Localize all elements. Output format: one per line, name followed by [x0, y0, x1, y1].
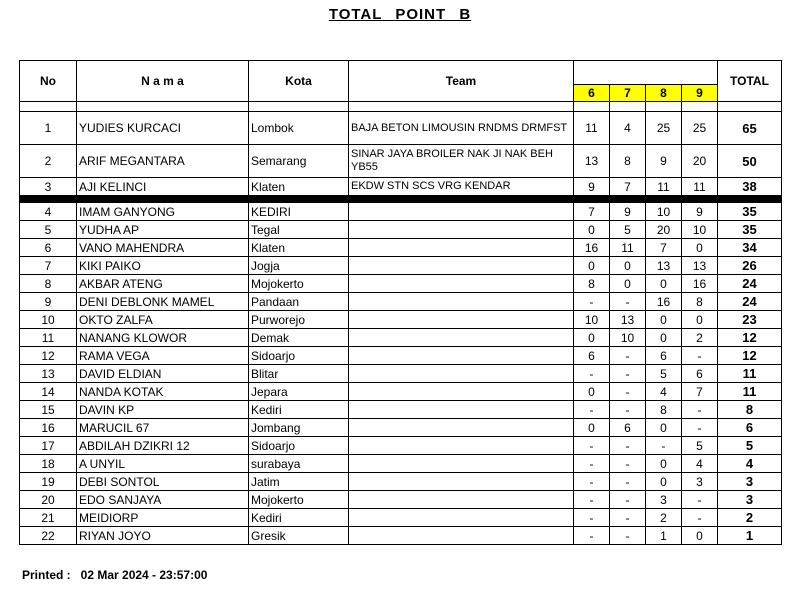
row-team: [349, 437, 574, 455]
row-total: 8: [718, 401, 782, 419]
row-point-7: -: [610, 527, 646, 545]
row-team: [349, 473, 574, 491]
row-point-8: -: [646, 437, 682, 455]
row-nama: IMAM GANYONG: [77, 203, 249, 221]
printed-label: Printed :: [22, 568, 71, 582]
row-no: 21: [20, 509, 77, 527]
row-point-6: -: [574, 491, 610, 509]
row-point-6: -: [574, 527, 610, 545]
row-point-8: 7: [646, 239, 682, 257]
row-point-9: 5: [682, 437, 718, 455]
row-point-8: 25: [646, 112, 682, 145]
row-point-9: 8: [682, 293, 718, 311]
row-point-6: 0: [574, 221, 610, 239]
header-week-7: 7: [610, 85, 646, 102]
row-team: SINAR JAYA BROILER NAK JI NAK BEH YB55: [349, 145, 574, 178]
row-no: 20: [20, 491, 77, 509]
row-point-9: 4: [682, 455, 718, 473]
row-nama: NANANG KLOWOR: [77, 329, 249, 347]
row-team: [349, 347, 574, 365]
row-point-6: 9: [574, 178, 610, 196]
row-total: 24: [718, 275, 782, 293]
row-team: [349, 203, 574, 221]
row-nama: NANDA KOTAK: [77, 383, 249, 401]
row-kota: Tegal: [249, 221, 349, 239]
table-row: [20, 437, 782, 455]
table-row: [20, 383, 782, 401]
row-nama: DAVIN KP: [77, 401, 249, 419]
row-point-8: 1: [646, 527, 682, 545]
row-point-8: 0: [646, 473, 682, 491]
header-week-8: 8: [646, 85, 682, 102]
row-point-9: 16: [682, 275, 718, 293]
row-total: 12: [718, 329, 782, 347]
row-kota: Demak: [249, 329, 349, 347]
row-kota: Gresik: [249, 527, 349, 545]
row-total: 24: [718, 293, 782, 311]
row-nama: AKBAR ATENG: [77, 275, 249, 293]
row-point-6: 7: [574, 203, 610, 221]
row-point-9: 13: [682, 257, 718, 275]
row-point-8: 20: [646, 221, 682, 239]
row-team: [349, 419, 574, 437]
row-point-7: 0: [610, 257, 646, 275]
row-nama: ARIF MEGANTARA: [77, 145, 249, 178]
row-point-7: -: [610, 383, 646, 401]
row-point-6: -: [574, 473, 610, 491]
row-point-8: 13: [646, 257, 682, 275]
row-no: 1: [20, 112, 77, 145]
row-kota: Jogja: [249, 257, 349, 275]
row-no: 15: [20, 401, 77, 419]
row-no: 12: [20, 347, 77, 365]
row-point-8: 11: [646, 178, 682, 196]
row-point-7: 5: [610, 221, 646, 239]
row-point-8: 16: [646, 293, 682, 311]
table-row: [20, 347, 782, 365]
row-point-6: 10: [574, 311, 610, 329]
row-point-8: 0: [646, 455, 682, 473]
row-total: 11: [718, 383, 782, 401]
row-point-7: -: [610, 347, 646, 365]
row-team: [349, 527, 574, 545]
row-point-9: -: [682, 491, 718, 509]
top-rows: [20, 112, 782, 196]
row-point-7: -: [610, 491, 646, 509]
row-total: 38: [718, 178, 782, 196]
main-rows: [20, 203, 782, 545]
table-row: [20, 311, 782, 329]
row-nama: DAVID ELDIAN: [77, 365, 249, 383]
row-point-6: -: [574, 401, 610, 419]
row-total: 6: [718, 419, 782, 437]
row-nama: ABDILAH DZIKRI 12: [77, 437, 249, 455]
row-no: 6: [20, 239, 77, 257]
row-point-8: 9: [646, 145, 682, 178]
row-point-8: 0: [646, 419, 682, 437]
row-no: 10: [20, 311, 77, 329]
row-kota: Semarang: [249, 145, 349, 178]
row-team: BAJA BETON LIMOUSIN RNDMS DRMFST: [349, 112, 574, 145]
row-kota: Sidoarjo: [249, 347, 349, 365]
row-total: 35: [718, 221, 782, 239]
row-nama: YUDHA AP: [77, 221, 249, 239]
table-row: [20, 455, 782, 473]
row-no: 9: [20, 293, 77, 311]
row-point-7: -: [610, 509, 646, 527]
row-point-7: -: [610, 455, 646, 473]
row-point-8: 8: [646, 401, 682, 419]
row-kota: Klaten: [249, 239, 349, 257]
header-nama: N a m a: [77, 61, 249, 102]
header-team: Team: [349, 61, 574, 102]
header-no: No: [20, 61, 77, 102]
row-kota: KEDIRI: [249, 203, 349, 221]
row-total: 3: [718, 491, 782, 509]
table-row: [20, 275, 782, 293]
row-total: 50: [718, 145, 782, 178]
row-kota: Mojokerto: [249, 491, 349, 509]
row-team: [349, 401, 574, 419]
row-team: [349, 311, 574, 329]
row-nama: MEIDIORP: [77, 509, 249, 527]
row-no: 5: [20, 221, 77, 239]
row-point-9: 9: [682, 203, 718, 221]
row-point-9: 2: [682, 329, 718, 347]
row-kota: surabaya: [249, 455, 349, 473]
row-total: 5: [718, 437, 782, 455]
row-total: 11: [718, 365, 782, 383]
row-team: [349, 293, 574, 311]
row-point-9: 3: [682, 473, 718, 491]
row-no: 7: [20, 257, 77, 275]
row-point-8: 10: [646, 203, 682, 221]
printed-timestamp: 02 Mar 2024 - 23:57:00: [80, 568, 208, 582]
row-point-9: -: [682, 347, 718, 365]
table-row: [20, 178, 782, 196]
row-point-8: 6: [646, 347, 682, 365]
table-row: [20, 145, 782, 178]
row-team: [349, 221, 574, 239]
table-row: [20, 473, 782, 491]
row-point-9: 20: [682, 145, 718, 178]
row-total: 3: [718, 473, 782, 491]
header-week-6: 6: [574, 85, 610, 102]
row-no: 13: [20, 365, 77, 383]
row-point-7: 6: [610, 419, 646, 437]
header-weeks-spacer: [574, 61, 718, 85]
row-point-6: 16: [574, 239, 610, 257]
row-point-9: 10: [682, 221, 718, 239]
row-point-9: 11: [682, 178, 718, 196]
row-point-9: 25: [682, 112, 718, 145]
row-team: [349, 491, 574, 509]
table-row: [20, 221, 782, 239]
row-total: 35: [718, 203, 782, 221]
row-point-9: 0: [682, 311, 718, 329]
row-point-6: 13: [574, 145, 610, 178]
row-point-6: 0: [574, 419, 610, 437]
row-point-6: -: [574, 437, 610, 455]
row-total: 1: [718, 527, 782, 545]
row-no: 2: [20, 145, 77, 178]
table-row: [20, 293, 782, 311]
row-team: [349, 329, 574, 347]
row-nama: RAMA VEGA: [77, 347, 249, 365]
row-point-9: 7: [682, 383, 718, 401]
row-no: 18: [20, 455, 77, 473]
row-total: 2: [718, 509, 782, 527]
row-team: EKDW STN SCS VRG KENDAR: [349, 178, 574, 196]
row-team: [349, 275, 574, 293]
row-no: 16: [20, 419, 77, 437]
row-point-9: 0: [682, 239, 718, 257]
row-no: 14: [20, 383, 77, 401]
row-no: 22: [20, 527, 77, 545]
row-point-6: 0: [574, 257, 610, 275]
row-point-7: -: [610, 473, 646, 491]
row-point-7: -: [610, 401, 646, 419]
row-no: 17: [20, 437, 77, 455]
row-kota: Jombang: [249, 419, 349, 437]
table-row: [20, 419, 782, 437]
row-kota: Mojokerto: [249, 275, 349, 293]
row-point-7: 0: [610, 275, 646, 293]
row-nama: EDO SANJAYA: [77, 491, 249, 509]
row-no: 3: [20, 178, 77, 196]
row-nama: RIYAN JOYO: [77, 527, 249, 545]
row-point-8: 5: [646, 365, 682, 383]
row-team: [349, 239, 574, 257]
table-row: [20, 329, 782, 347]
row-point-8: 0: [646, 329, 682, 347]
table-row: [20, 527, 782, 545]
row-point-7: 10: [610, 329, 646, 347]
row-team: [349, 365, 574, 383]
row-point-6: 0: [574, 329, 610, 347]
row-point-8: 4: [646, 383, 682, 401]
row-point-9: 6: [682, 365, 718, 383]
row-point-6: 0: [574, 383, 610, 401]
row-point-6: -: [574, 455, 610, 473]
row-nama: DEBI SONTOL: [77, 473, 249, 491]
row-team: [349, 257, 574, 275]
row-point-8: 0: [646, 275, 682, 293]
row-nama: MARUCIL 67: [77, 419, 249, 437]
row-nama: AJI KELINCI: [77, 178, 249, 196]
row-no: 4: [20, 203, 77, 221]
row-total: 4: [718, 455, 782, 473]
row-kota: Jepara: [249, 383, 349, 401]
row-point-7: 11: [610, 239, 646, 257]
row-total: 34: [718, 239, 782, 257]
row-total: 26: [718, 257, 782, 275]
row-nama: YUDIES KURCACI: [77, 112, 249, 145]
row-nama: VANO MAHENDRA: [77, 239, 249, 257]
points-table: [19, 60, 782, 545]
row-point-7: 13: [610, 311, 646, 329]
page-title: [0, 6, 800, 23]
row-kota: Jatim: [249, 473, 349, 491]
row-kota: Kediri: [249, 401, 349, 419]
row-no: 11: [20, 329, 77, 347]
table-row: [20, 491, 782, 509]
row-nama: A UNYIL: [77, 455, 249, 473]
row-no: 8: [20, 275, 77, 293]
row-point-8: 3: [646, 491, 682, 509]
row-point-9: -: [682, 401, 718, 419]
table-row: [20, 112, 782, 145]
row-nama: DENI DEBLONK MAMEL: [77, 293, 249, 311]
row-point-6: 11: [574, 112, 610, 145]
row-point-9: -: [682, 509, 718, 527]
row-kota: Lombok: [249, 112, 349, 145]
row-point-7: 9: [610, 203, 646, 221]
printed-footer: [22, 568, 207, 582]
row-kota: Blitar: [249, 365, 349, 383]
row-no: 19: [20, 473, 77, 491]
table-row: [20, 203, 782, 221]
row-total: 65: [718, 112, 782, 145]
row-kota: Pandaan: [249, 293, 349, 311]
row-nama: KIKI PAIKO: [77, 257, 249, 275]
header-week-9: 9: [682, 85, 718, 102]
header-total: TOTAL: [718, 61, 782, 102]
row-point-6: -: [574, 365, 610, 383]
row-point-7: 7: [610, 178, 646, 196]
separator: [20, 196, 782, 203]
row-point-8: 0: [646, 311, 682, 329]
row-total: 23: [718, 311, 782, 329]
header-kota: Kota: [249, 61, 349, 102]
row-point-8: 2: [646, 509, 682, 527]
row-point-7: 8: [610, 145, 646, 178]
table-row: [20, 509, 782, 527]
row-team: [349, 383, 574, 401]
row-point-7: 4: [610, 112, 646, 145]
row-kota: Purworejo: [249, 311, 349, 329]
row-nama: OKTO ZALFA: [77, 311, 249, 329]
row-point-7: -: [610, 365, 646, 383]
title-text: TOTAL POINT B: [328, 6, 472, 23]
row-point-6: 8: [574, 275, 610, 293]
row-point-7: -: [610, 293, 646, 311]
row-team: [349, 455, 574, 473]
row-kota: Sidoarjo: [249, 437, 349, 455]
row-team: [349, 509, 574, 527]
row-point-6: -: [574, 293, 610, 311]
row-point-7: -: [610, 437, 646, 455]
table-row: [20, 401, 782, 419]
row-point-6: -: [574, 509, 610, 527]
table-row: [20, 239, 782, 257]
row-point-9: 0: [682, 527, 718, 545]
row-kota: Klaten: [249, 178, 349, 196]
table-row: [20, 257, 782, 275]
table-row: [20, 365, 782, 383]
row-kota: Kediri: [249, 509, 349, 527]
row-point-6: 6: [574, 347, 610, 365]
row-point-9: -: [682, 419, 718, 437]
row-total: 12: [718, 347, 782, 365]
